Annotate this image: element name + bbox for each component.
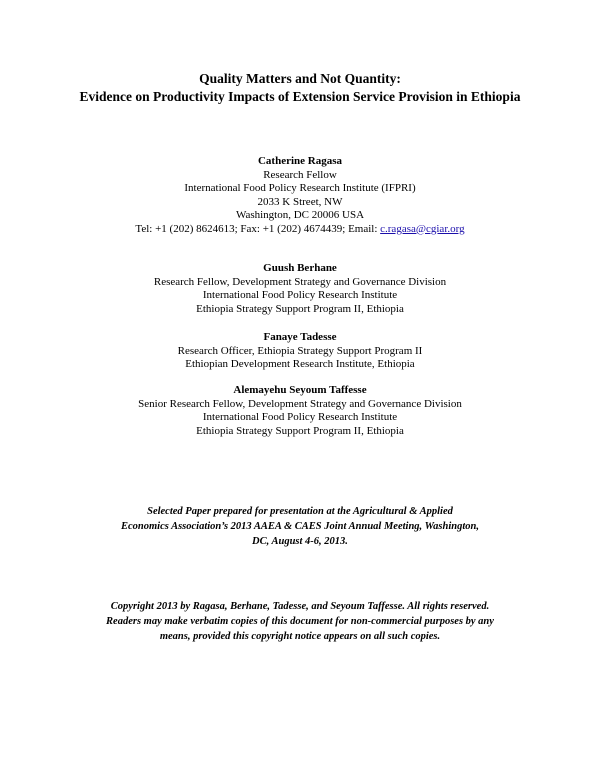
author-affiliation-line: International Food Policy Research Institute	[202, 411, 398, 423]
author-contact-line	[0, 223, 600, 237]
author-block-berhane	[0, 262, 600, 316]
author-affiliation-line: Ethiopian Development Research Institute, Ethiopia	[185, 358, 415, 370]
author-block-taffesse	[0, 384, 600, 438]
paper-title	[0, 70, 600, 106]
email-link[interactable]: c.ragasa@cgiar.org	[380, 222, 465, 235]
copyright-line: Readers may make verbatim copies of this document for non-commercial purposes by any	[106, 616, 494, 627]
author-name: Alemayehu Seyoum Taffesse	[233, 384, 367, 396]
author-affiliation-line: 2033 K Street, NW	[257, 195, 343, 208]
copyright-line: Copyright 2013 by Ragasa, Berhane, Tadesse, and Seyoum Taffesse. All rights reserved.	[110, 601, 490, 612]
note-line: Economics Association’s 2013 AAEA & CAES Joint Annual Meeting, Washington,	[121, 521, 479, 532]
author-affiliation-line: Washington, DC 20006 USA	[235, 209, 365, 221]
author-affiliation-line: Research Fellow, Development Strategy and Governance Division	[153, 275, 447, 288]
author-affiliation-line: Senior Research Fellow, Development Strategy and Governance Division	[138, 397, 462, 410]
author-affiliation-line: Research Fellow	[263, 168, 337, 181]
author-name: Fanaye Tadesse	[263, 331, 337, 343]
author-block-tadesse	[0, 331, 600, 372]
note-line: Selected Paper prepared for presentation at the Agricultural & Applied	[147, 506, 453, 517]
selected-paper-note	[0, 504, 600, 549]
author-affiliation-line: Research Officer, Ethiopia Strategy Support Program II	[177, 344, 423, 357]
title-line-2: Evidence on Productivity Impacts of Extension Service Provision in Ethiopia	[79, 89, 521, 104]
note-line: DC, August 4-6, 2013.	[252, 536, 348, 547]
author-name: Guush Berhane	[263, 262, 337, 274]
contact-text: Tel: +1 (202) 8624613; Fax: +1 (202) 4674439; Email:	[135, 222, 381, 235]
author-affiliation-line: International Food Policy Research Institute (IFPRI)	[184, 182, 416, 194]
copyright-notice	[0, 599, 600, 644]
author-affiliation-line: Ethiopia Strategy Support Program II, Ethiopia	[196, 424, 404, 437]
author-affiliation-line: International Food Policy Research Institute	[202, 289, 398, 301]
author-block-ragasa	[0, 155, 600, 236]
author-name: Catherine Ragasa	[257, 155, 343, 167]
copyright-line: means, provided this copyright notice appears on all such copies.	[159, 631, 441, 642]
title-line-1: Quality Matters and Not Quantity:	[199, 71, 401, 86]
author-affiliation-line: Ethiopia Strategy Support Program II, Ethiopia	[196, 302, 404, 315]
